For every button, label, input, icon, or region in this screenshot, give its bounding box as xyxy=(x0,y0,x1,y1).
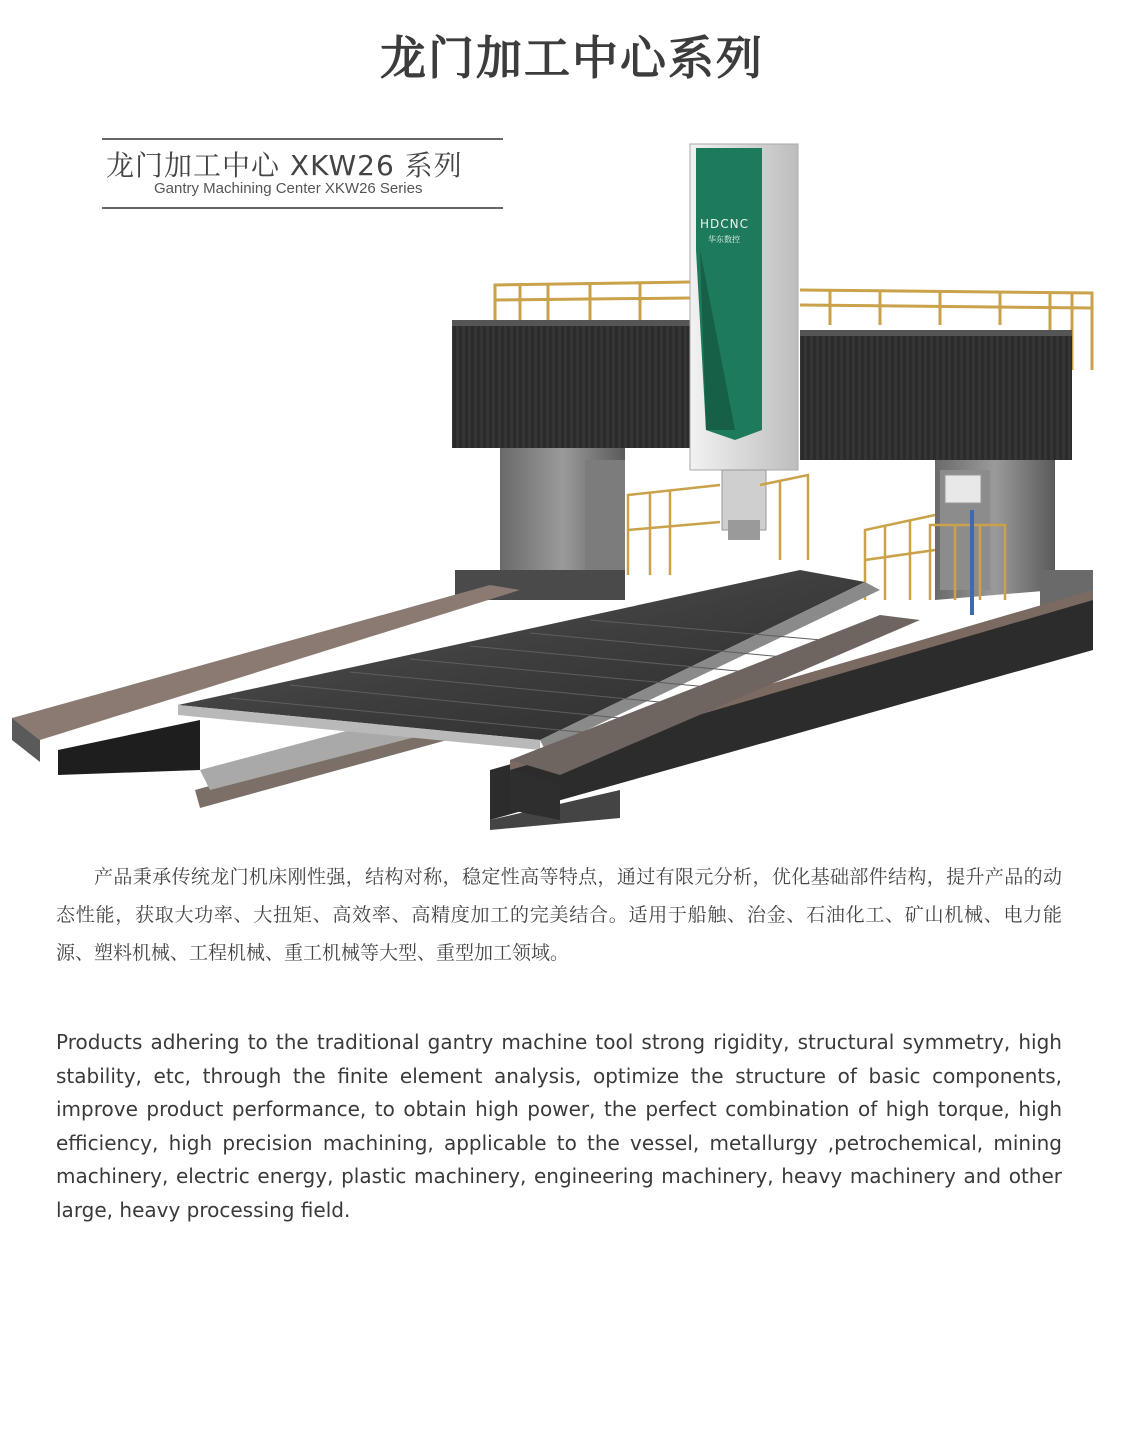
machine-brand-cn: 华东数控 xyxy=(708,235,740,244)
right-column xyxy=(935,460,1055,600)
description-en: Products adhering to the traditional gantry machine tool strong rigidity, structural symmetry, high stability, etc, through the finite element analysis, optimize the structure of basic components, improve product performance, to obtain high power, the perfect combination of high torque, high efficiency, high precision machining, applicable to the vessel, metallurgy ,petrochemical, mining machinery, electric energy, plastic machinery, engineering machinery, heavy machinery and other large, heavy processing field. xyxy=(56,1030,1062,1222)
gantry-machine-illustration xyxy=(0,130,1144,830)
series-title-cn: 龙门加工中心 XKW26 系列 xyxy=(106,149,463,182)
page-title: 龙门加工中心系列 xyxy=(380,31,764,85)
left-column xyxy=(455,448,625,600)
description-cn: 产品秉承传统龙门机床刚性强，结构对称，稳定性高等特点，通过有限元分析，优化基础部件结构，提升产品的动态性能，获取大功率、大扭矩、高效率、高精度加工的完美结合。适用于船触、治金、石油化工、矿山机械、电力能源、塑料机械、工程机械、重工机械等大型、重型加工领域。 xyxy=(56,866,1062,964)
machine-brand: HDCNC xyxy=(700,217,749,231)
series-title-en: Gantry Machining Center XKW26 Series xyxy=(154,180,423,197)
